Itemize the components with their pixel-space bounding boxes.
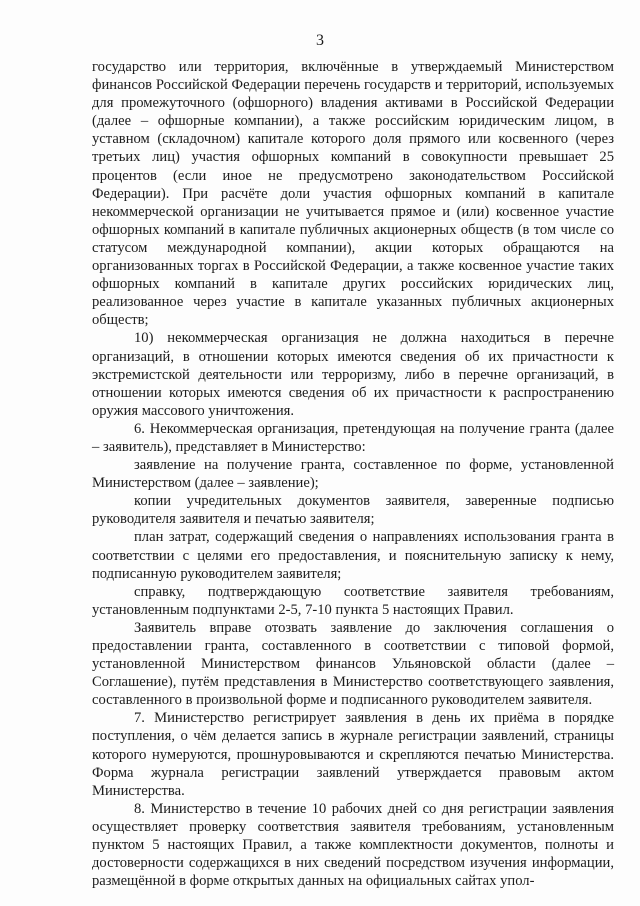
paragraph-item-10: 10) некоммерческая организация не должна находиться в перечне организаций, в отношении которых имеются сведения об их причастности к экстремистской деятельности или терроризму, либо в перечне организаций, в отношении которых имеются сведения об их причастности к распространению оружия массового уничтожения. (92, 330, 614, 419)
paragraph-section-8: 8. Министерство в течение 10 рабочих дней со дня регистрации заявления осуществляет проверку соответствия заявителя требованиям, установленным пунктом 5 настоящих Правил, а также комплектности документов, полноты и достоверности содержащихся в них сведений посредством изучения информации, размещённой в форме открытых данных на официальных сайтах упол- (92, 800, 614, 890)
paragraph-cost-plan: план затрат, содержащий сведения о направлениях использования гранта в соответствии с целями его предоставления, и пояснительную записку к нему, подписанную руководителем заявителя; (92, 529, 614, 582)
paragraph-founding-documents: копии учредительных документов заявителя, заверенные подписью руководителя заявителя и печатью заявителя; (92, 493, 614, 528)
document-body (92, 58, 614, 890)
paragraph-application: заявление на получение гранта, составленное по форме, установленной Министерством (далее – заявление); (92, 457, 614, 492)
paragraph-section-6: 6. Некоммерческая организация, претендующая на получение гранта (далее – заявитель), представляет в Министерство: (92, 420, 614, 455)
paragraph-certificate: справку, подтверждающую соответствие заявителя требованиям, установленным подпунктами 2-5, 7-10 пункта 5 настоящих Правил. (92, 583, 614, 618)
paragraph-withdrawal: Заявитель вправе отозвать заявление до заключения соглашения о предоставлении гранта, составленного в соответствии с типовой формой, установленной Министерством финансов Ульяновской области (далее – Соглашение), путём представления в Министерство соответствующего заявления, составленного в произвольной форме и подписанного руководителем заявителя. (92, 619, 614, 709)
paragraph-offshore-definition: государство или территория, включённые в утверждаемый Министерством финансов Российской Федерации перечень государств и территорий, используемых для промежуточного (офшорного) владения активами в Российской Федерации (далее – офшорные компании), а также российским юридическим лицом, в уставном (складочном) капитале которого доля прямого или косвенного (через третьих лиц) участия офшорных компаний в совокупности превышает 25 процентов (если иное не предусмотрено законодательством Российской Федерации). При расчёте доли участия офшорных компаний в капитале некоммерческой организации не учитывается прямое и (или) косвенное участие офшорных компаний в капитале публичных акционерных обществ (в том числе со статусом международной компании), акции которых обращаются на организованных торгах в Российской Федерации, а также косвенное участие таких офшорных компаний в капитале других российских юридических лиц, реализованное через участие в капитале указанных публичных акционерных обществ; (92, 59, 614, 329)
page-number: 3 (316, 32, 324, 49)
paragraph-section-7: 7. Министерство регистрирует заявления в день их приёма в порядке поступления, о чём делается запись в журнале регистрации заявлений, страницы которого нумеруются, прошнуровываются и скрепляются печатью Министерства. Форма журнала регистрации заявлений утверждается правовым актом Министерства. (92, 710, 614, 799)
